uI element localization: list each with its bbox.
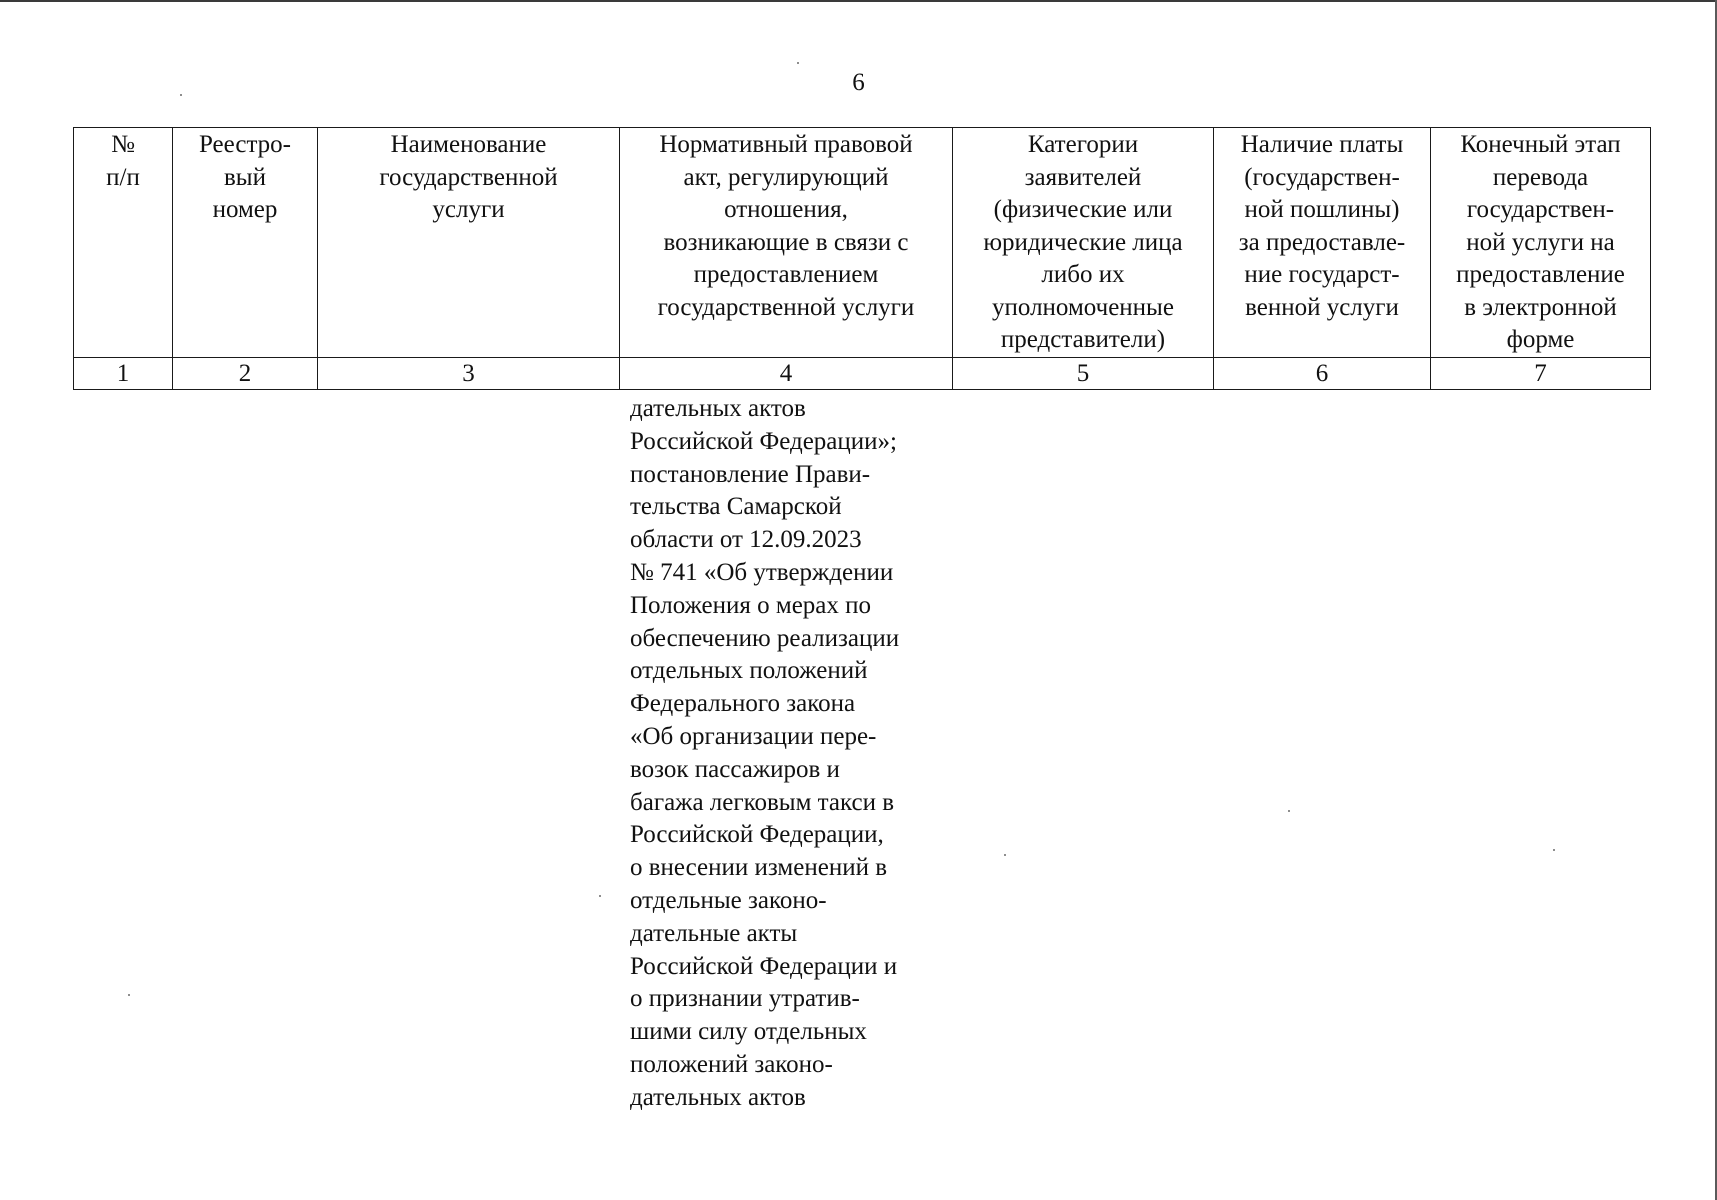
column-number: 5 xyxy=(953,358,1214,390)
column-number: 2 xyxy=(173,358,318,390)
column-number: 6 xyxy=(1214,358,1431,390)
page-number: 6 xyxy=(852,69,865,96)
header-final-stage: Конечный этап перевода государствен- ной услуги на предоставление в электронной форме xyxy=(1431,128,1651,358)
column-number: 7 xyxy=(1431,358,1651,390)
column-number: 3 xyxy=(318,358,620,390)
scan-edge-top xyxy=(0,0,1717,2)
header-registry-number: Реестро- вый номер xyxy=(173,128,318,358)
scan-speck xyxy=(128,994,130,996)
scan-speck xyxy=(1288,810,1290,812)
table-header-row xyxy=(74,128,1651,358)
legal-act-continuation: дательных актов Российской Федерации»; постановление Прави- тельства Самарской области от 12.09.2023 № 741 «Об утверждении Положения о мерах по обеспечению реализации отдельных положений Федерального закона «Об организации пере- возок пассажиров и багажа легковым такси в Российской Федерации, о внесении изменений в отдельные законо- дательные акты Российской Федерации и о признании утратив- шими силу отдельных положений законо- дательных актов xyxy=(630,395,900,1111)
header-row-number: № п/п xyxy=(74,128,173,358)
column-number-row xyxy=(74,358,1651,390)
header-fee: Наличие платы (государствен- ной пошлины) за предоставле- ние государст- венной услуги xyxy=(1214,128,1431,358)
scan-speck xyxy=(1553,849,1555,851)
scan-speck xyxy=(797,62,799,64)
column-number: 1 xyxy=(74,358,173,390)
scan-speck xyxy=(599,895,601,897)
services-table xyxy=(73,127,1651,390)
scan-speck xyxy=(180,94,182,96)
header-service-name: Наименование государственной услуги xyxy=(318,128,620,358)
scan-speck xyxy=(1004,854,1006,856)
header-legal-act: Нормативный правовой акт, регулирующий отношения, возникающие в связи с предоставлением государственной услуги xyxy=(620,128,953,358)
header-applicant-categories: Категории заявителей (физические или юридические лица либо их уполномоченные представители) xyxy=(953,128,1214,358)
column-number: 4 xyxy=(620,358,953,390)
